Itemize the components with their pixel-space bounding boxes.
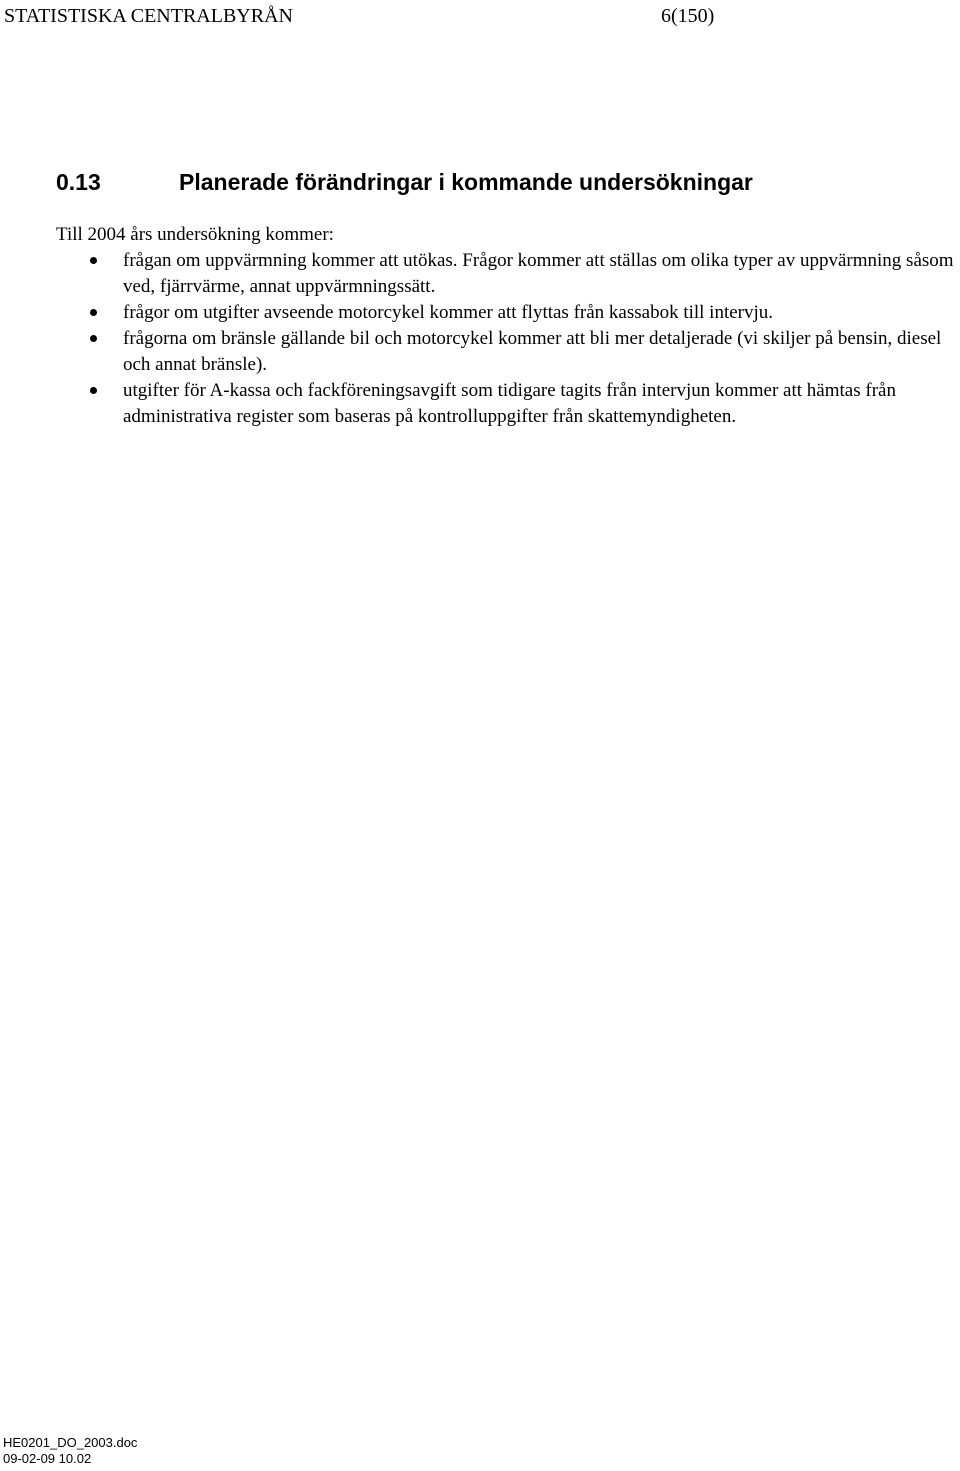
footer-datetime: 09-02-09 10.02 [3,1451,92,1466]
bullet-icon [90,387,97,394]
bullet-list [56,248,960,430]
bullet-icon [90,309,97,316]
bullet-item-fuel [56,326,960,378]
bullet-item-unemployment-fund [56,378,960,430]
footer-filename: HE0201_DO_2003.doc [3,1435,138,1450]
footer [3,1435,137,1467]
bullet-text: frågorna om bränsle gällande bil och motorcykel kommer att bli mer detaljerade (vi skiljer på bensin, diesel och annat bränsle). [123,328,942,375]
section-title: Planerade förändringar i kommande undersökningar [179,169,753,195]
bullet-item-heating [56,248,960,300]
header-page-number: 6(150) [661,5,715,27]
bullet-icon [90,335,97,342]
bullet-text: frågan om uppvärmning kommer att utökas. Frågor kommer att ställas om olika typer av uppvärmning såsom ved, fjärrvärme, annat uppvärmningssätt. [123,250,954,297]
bullet-text: utgifter för A-kassa och fackföreningsavgift som tidigare tagits från intervjun kommer att hämtas från administrativa register som baseras på kontrolluppgifter från skattemyndigheten. [123,380,896,427]
intro-text: Till 2004 års undersökning kommer: [56,224,334,245]
bullet-text: frågor om utgifter avseende motorcykel kommer att flyttas från kassabok till intervju. [123,302,774,323]
bullet-item-motorcycle [56,300,960,326]
bullet-icon [90,257,97,264]
header-organization: STATISTISKA CENTRALBYRÅN [4,5,293,27]
section-heading [56,167,753,197]
section-number: 0.13 [56,169,101,195]
